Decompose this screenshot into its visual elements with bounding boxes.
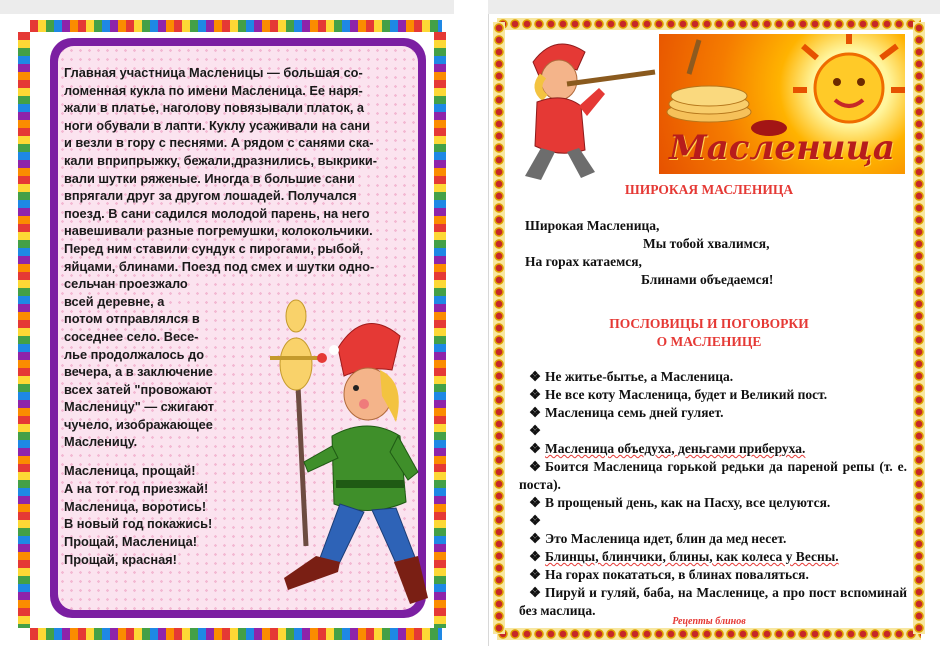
diamond-bullet-icon: ❖ <box>529 585 542 600</box>
proverb-item: ❖ Не все коту Масленица, будет и Великий пост. <box>529 387 828 402</box>
diamond-bullet-icon: ❖ <box>529 495 542 510</box>
proverb-item: ❖ Блинцы, блинчики, блины, как колеса у Весны. <box>529 549 839 564</box>
heading-wide-maslenitsa: ШИРОКАЯ МАСЛЕНИЦА <box>624 182 794 197</box>
article-paragraph-wide: Главная участница Масленицы — большая со- ломенная кукла по имени Масленица. Ее наря- жали в платье, наголову повязывали платок, а ноги обували в лапти. Куклу усаживали на сани и везли в гору с песнями. А рядом с санями ска- кали вприпрыжку, бежали,дразнились, выкрики- вали шутки ряженые. Иногда в большие сани впрягали друг за другом лошадей. Получался поезд. В сани садился молодой парень, на него навешивали разные погремушки, колокольчики. Перед ним ставили сундук с пирогами, рыбой, яйцами, блинами. Поезд под смех и шутки одно- <box>64 65 377 274</box>
diamond-bullet-icon: ❖ <box>529 459 542 474</box>
diamond-bullet-icon: ❖ <box>529 423 542 438</box>
diamond-bullet-icon: ❖ <box>529 549 542 564</box>
diamond-bullet-icon: ❖ <box>529 567 542 582</box>
ornament-border-bottom <box>497 628 921 640</box>
diamond-bullet-icon: ❖ <box>529 405 542 420</box>
poem-line: На горах катаемся, <box>525 254 642 269</box>
proverb-item: ❖ Пируй и гуляй, баба, на Масленице, а про пост вспоминай без маслица. <box>519 585 907 618</box>
rainbow-border-bottom <box>30 628 442 640</box>
heading-proverbs-line1: ПОСЛОВИЦЫ И ПОГОВОРКИ <box>609 316 809 331</box>
poem-line: Мы тобой хвалимся, <box>643 236 770 251</box>
poem-line: Масленица, прощай! <box>64 463 196 478</box>
rainbow-border-right <box>434 32 446 628</box>
proverbs-list <box>519 368 907 620</box>
boy-with-straw-doll-illustration <box>260 286 430 616</box>
right-page <box>488 14 929 646</box>
diamond-bullet-icon: ❖ <box>529 513 542 528</box>
proverb-item: ❖ Это Масленица идет, блин да мед несет. <box>529 531 787 546</box>
diamond-bullet-icon: ❖ <box>529 531 542 546</box>
boy-playing-pipe-illustration <box>515 32 665 182</box>
proverb-item-empty <box>519 422 907 440</box>
proverb-item: ❖ На горах покататься, в блинах поваляться. <box>529 567 809 582</box>
poem-line: Прощай, красная! <box>64 551 177 567</box>
proverb-item: ❖ В прощеный день, как на Пасху, все целуются. <box>529 495 831 510</box>
rainbow-border-left <box>18 32 30 628</box>
diamond-bullet-icon: ❖ <box>529 369 542 384</box>
poem-line: А на тот год приезжай! <box>64 480 209 496</box>
proverb-item-empty <box>519 512 907 530</box>
diamond-bullet-icon: ❖ <box>529 387 542 402</box>
ornament-border-top <box>497 18 921 30</box>
article-paragraph-narrow: сельчан проезжало всей деревне, а потом отправлялся в соседнее село. Весе- лье продолжалось до вечера, а в заключение всех затей "провожают Масленицу" — сжигают чучело, изображающее Масленицу. <box>64 276 215 450</box>
poem-line: Масленица, воротись! <box>64 498 207 514</box>
page-gutter <box>454 0 488 651</box>
poem-line: В новый год покажись! <box>64 516 213 532</box>
left-page <box>12 14 452 646</box>
heading-proverbs-line2: О МАСЛЕНИЦЕ <box>656 334 762 349</box>
banner-title: Масленица <box>669 128 895 168</box>
poem-line: Блинами объедаемся! <box>641 272 774 287</box>
proverb-item: ❖ Не житье-бытье, а Масленица. <box>529 369 734 384</box>
proverb-item: ❖ Масленица семь дней гуляет. <box>529 405 724 420</box>
rainbow-border-top <box>30 20 442 32</box>
farewell-poem <box>64 462 212 569</box>
diamond-bullet-icon: ❖ <box>529 441 542 456</box>
poem-line: Широкая Масленица, <box>525 218 660 233</box>
proverb-item: ❖ Боится Масленица горькой редьки да пареной репы (т. е. поста). <box>519 459 907 492</box>
maslenitsa-banner <box>659 34 905 174</box>
poem-line: Прощай, Масленица! <box>64 534 198 550</box>
recipes-label: Рецепты блинов <box>672 616 746 627</box>
proverb-item: ❖ Масленица объедуха, деньгами приберуха. <box>529 441 806 456</box>
